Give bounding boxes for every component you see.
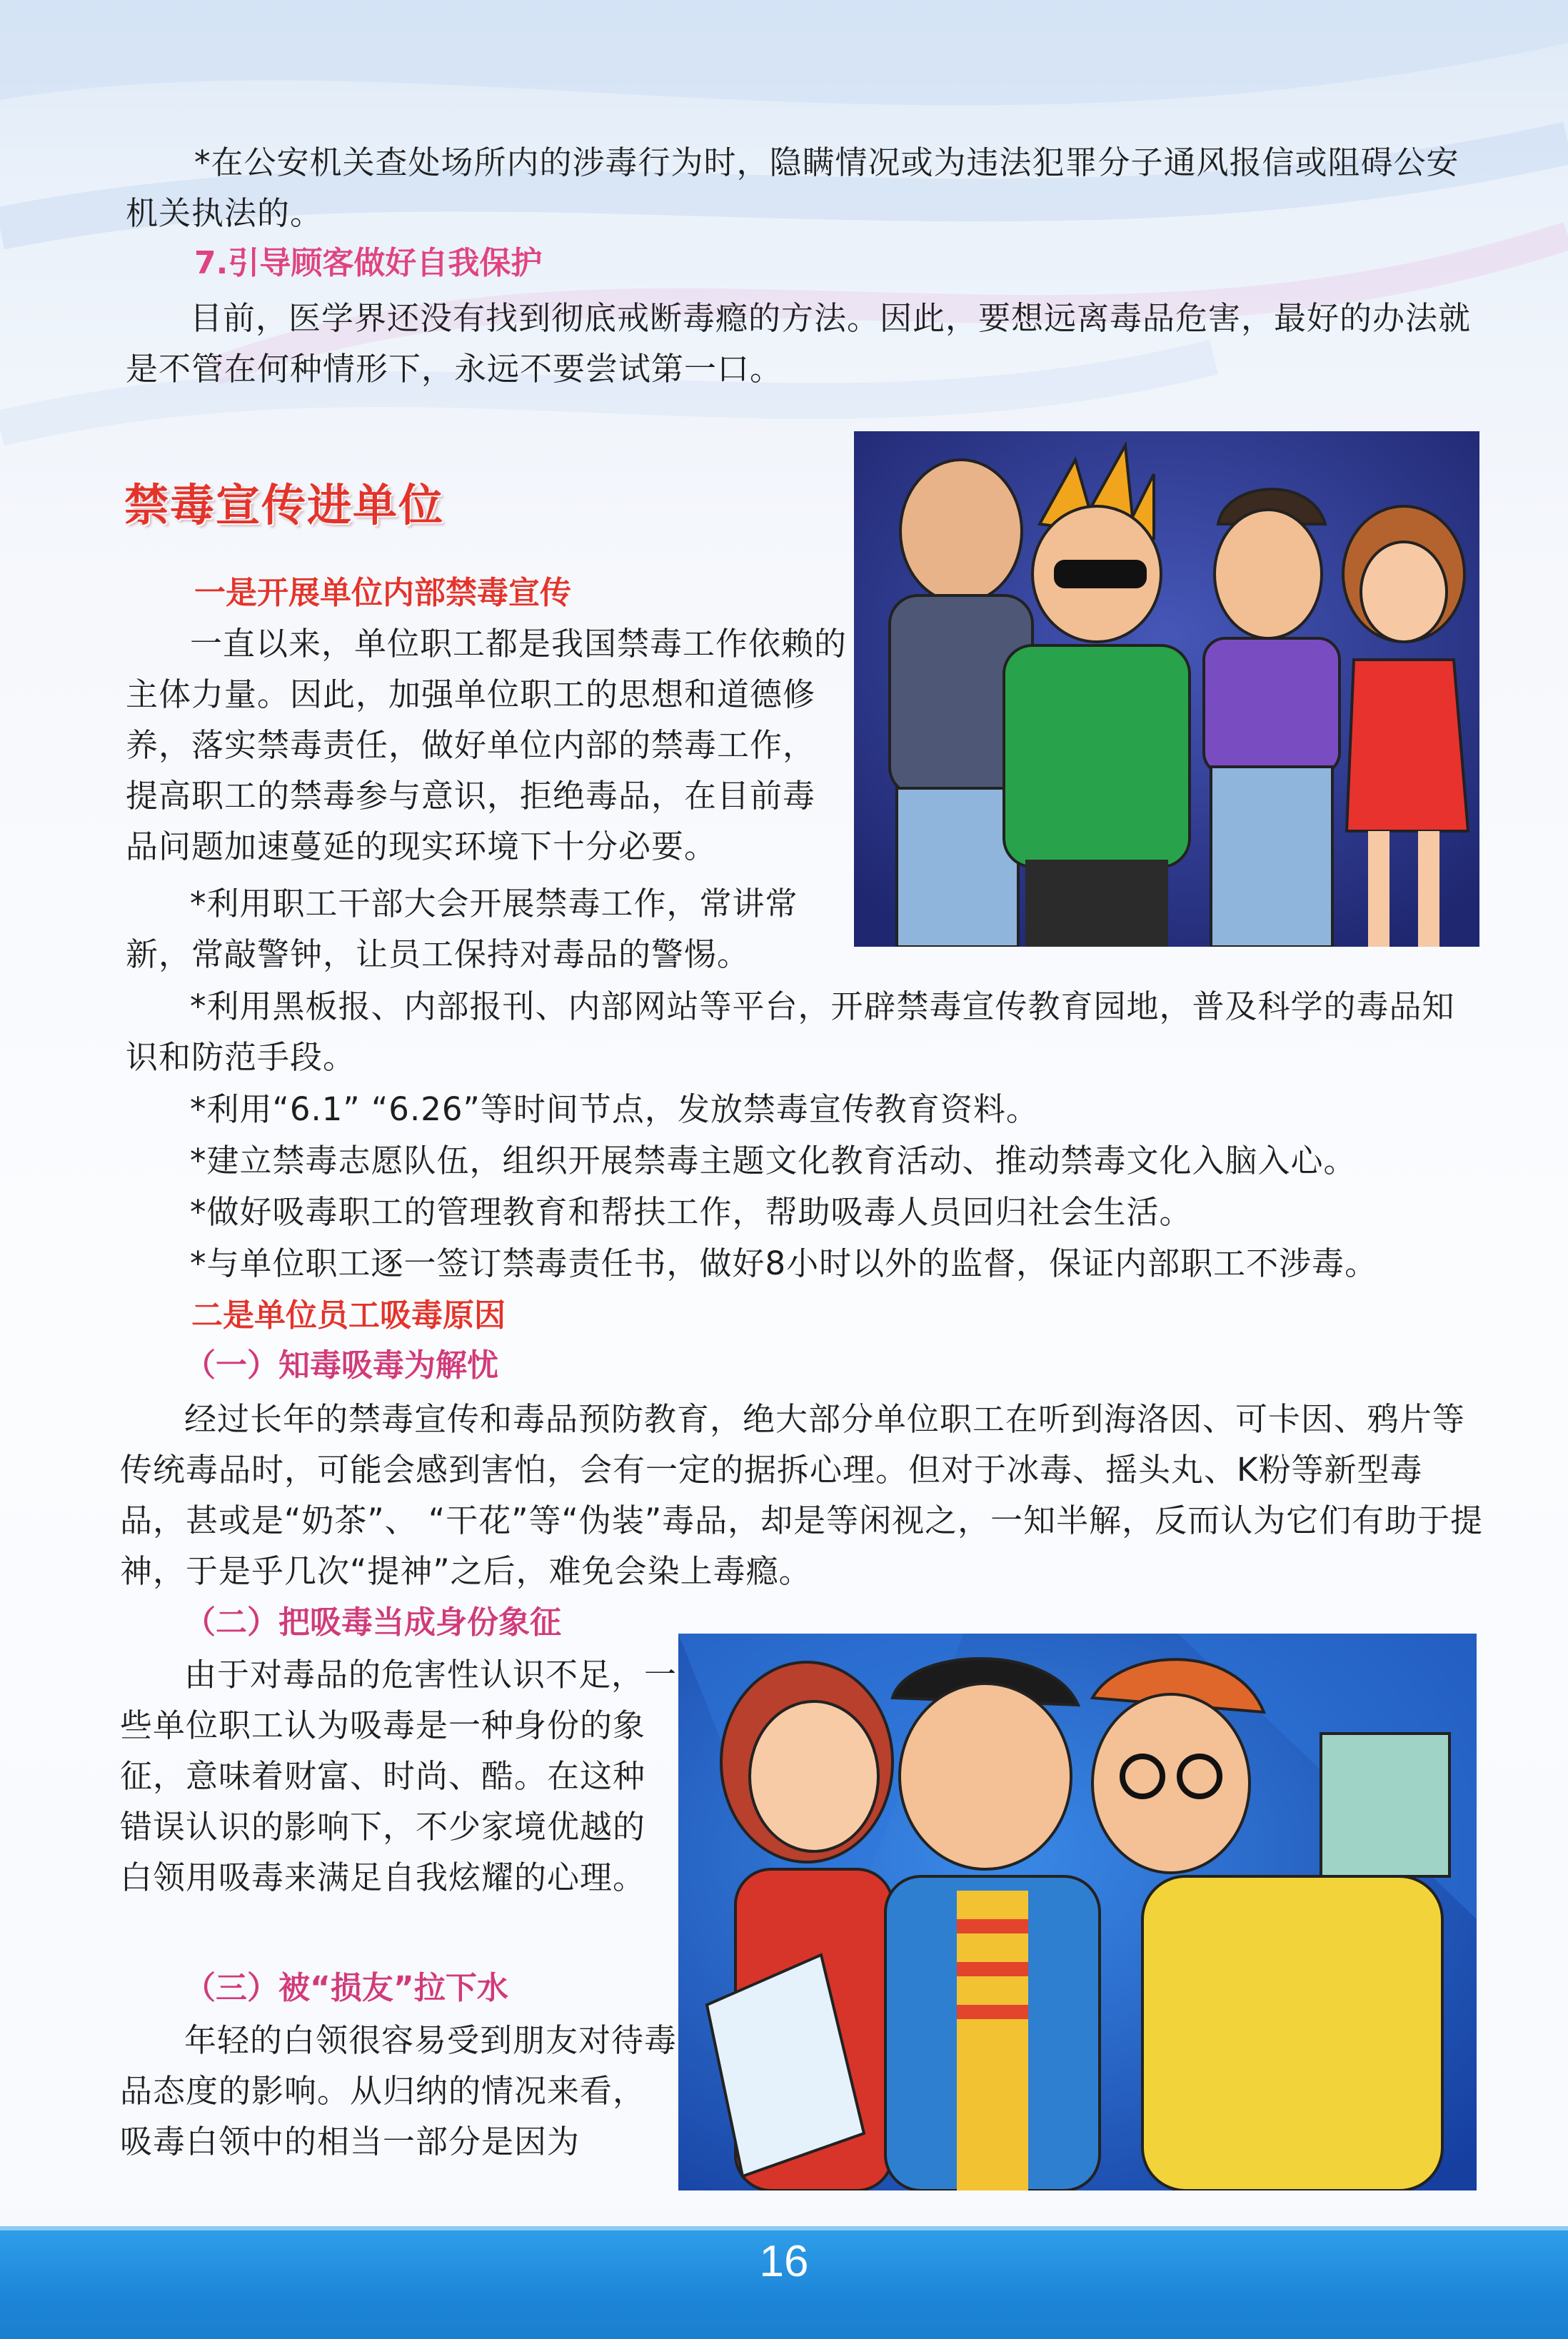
subheading-reason-relief: （一）知毒吸毒为解忧 <box>184 1347 498 1384</box>
paragraph-reason-relief: 经过长年的禁毒宣传和毒品预防教育，绝大部分单位职工在听到海洛因、可卡因、鸦片等传统毒品时，可能会感到害怕，会有一定的据拆心理。但对于冰毒、摇头丸、K粉等新型毒品，甚或是“奶茶”、 “干花”等“伪装”毒品，却是等闲视之，一知半解，反而认为它们有助于提神，于是乎几次“提神”之后，难免会染上毒瘾。 <box>120 1400 1484 1590</box>
bullet-staff-meeting: *利用职工干部大会开展禁毒工作，常讲常新，常敲警钟，让员工保持对毒品的警惕。 <box>126 885 798 973</box>
bullet-volunteers: *建立禁毒志愿队伍，组织开展禁毒主题文化教育活动、推动禁毒文化入脑入心。 <box>190 1142 1357 1179</box>
section-title: 禁毒宣传进单位 <box>124 479 445 531</box>
page-number: 16 <box>759 2237 809 2286</box>
paragraph-concealment: *在公安机关查处场所内的涉毒行为时，隐瞒情况或为违法犯罪分子通风报信或阻碍公安机关执法的。 <box>126 144 1459 232</box>
bullet-platforms: *利用黑板报、内部报刊、内部网站等平台，开辟禁毒宣传教育园地，普及科学的毒品知识和防范手段。 <box>126 987 1455 1076</box>
bullet-key-dates: *利用“6.1” “6.26”等时间节点，发放禁毒宣传教育资料。 <box>190 1090 1039 1128</box>
illustration-friends-reading <box>678 1634 1477 2190</box>
subheading-status-symbol: （二）把吸毒当成身份象征 <box>184 1604 561 1641</box>
bullet-responsibility-letter: *与单位职工逐一签订禁毒责任书，做好8小时以外的监督，保证内部职工不涉毒。 <box>190 1244 1378 1282</box>
subheading-drug-reasons: 二是单位员工吸毒原因 <box>191 1297 506 1334</box>
subheading-internal-publicity: 一是开展单位内部禁毒宣传 <box>194 575 571 611</box>
illustration-group-friends <box>854 431 1479 947</box>
bullet-help-users: *做好吸毒职工的管理教育和帮扶工作，帮助吸毒人员回归社会生活。 <box>190 1193 1192 1231</box>
heading-protect-customers: 7.引导顾客做好自我保护 <box>194 245 543 281</box>
paragraph-no-cure: 目前，医学界还没有找到彻底戒断毒瘾的方法。因此，要想远离毒品危害，最好的办法就是不管在何种情形下，永远不要尝试第一口。 <box>126 299 1472 388</box>
paragraph-staff-force: 一直以来，单位职工都是我国禁毒工作依赖的主体力量。因此，加强单位职工的思想和道德修养，落实禁毒责任，做好单位内部的禁毒工作，提高职工的禁毒参与意识，拒绝毒品，在目前毒品问题加速蔓延的现实环境下十分必要。 <box>126 625 848 865</box>
paragraph-bad-friends: 年轻的白领很容易受到朋友对待毒品态度的影响。从归纳的情况来看，吸毒白领中的相当一部分是因为 <box>120 2021 678 2161</box>
paragraph-status-symbol: 由于对毒品的危害性认识不足，一些单位职工认为吸毒是一种身份的象征，意味着财富、时尚、酷。在这种错误认识的影响下，不少家境优越的白领用吸毒来满足自我炫耀的心理。 <box>120 1656 678 1896</box>
subheading-bad-friends: （三）被“损友”拉下水 <box>184 1970 508 2006</box>
